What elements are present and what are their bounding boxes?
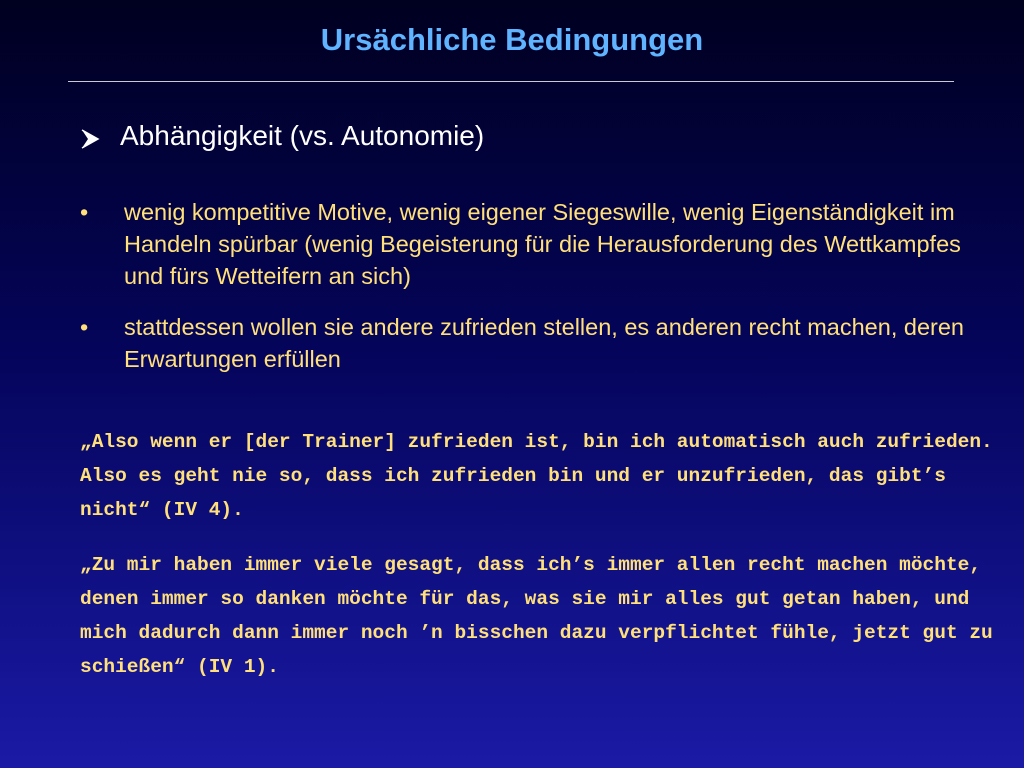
- interview-quote-1: „Also wenn er [der Trainer] zufrieden ist, bin ich automatisch auch zufrieden. Also es geht nie so, dass ich zufrieden bin und er unzufrieden, das gibt’s nicht“ (IV 4).: [80, 431, 993, 521]
- title-divider: [68, 81, 954, 82]
- bullet-text: wenig kompetitive Motive, wenig eigener Siegeswille, wenig Eigenständigkeit im Handeln spürbar (wenig Begeisterung für die Herausforderung des Wettkampfes und fürs Wetteifern an sich): [124, 199, 961, 289]
- interview-quote-2: „Zu mir haben immer viele gesagt, dass ich’s immer allen recht machen möchte, denen immer so danken möchte für das, was sie mir alles gut getan haben, und mich dadurch dann immer noch ’n bisschen dazu verpflichtet fühle, jetzt gut zu schießen“ (IV 1).: [80, 554, 993, 678]
- slide-title: Ursächliche Bedingungen: [320, 22, 704, 57]
- bullet-text: stattdessen wollen sie andere zufrieden stellen, es anderen recht machen, deren Erwartungen erfüllen: [124, 314, 964, 372]
- arrowhead-bullet-icon: [80, 125, 100, 147]
- section-heading-text: Abhängigkeit (vs. Autonomie): [120, 120, 485, 151]
- section-heading: [80, 120, 484, 152]
- bullet-item: [80, 311, 980, 375]
- bullet-item: [80, 196, 980, 292]
- bullet-dot-icon: •: [80, 199, 89, 225]
- bullet-dot-icon: •: [80, 314, 89, 340]
- bullet-list: [80, 196, 980, 394]
